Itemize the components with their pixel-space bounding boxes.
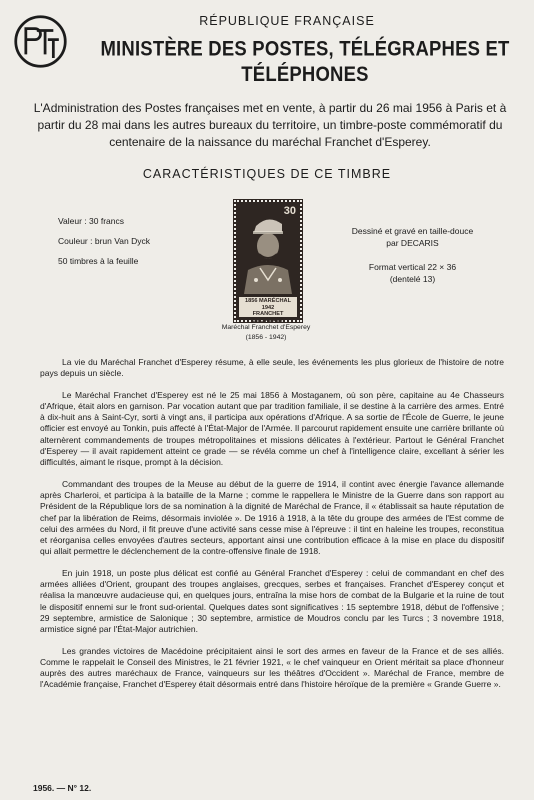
paragraph: Les grandes victoires de Macédoine précipitaient ainsi le sort des armes en faveur de la France et de ses alliés. Comme le rappelait le Conseil des Ministres, le 21 février 1921, « le chef vainqueur en Orient méritait sa place d'honneur auprès des autres maréchaux de France, vainqueurs sur les théâtres d'Occident ». Maréchal de France, membre de l'Académie française, Franchet d'Esperey était désormais entré dans l'histoire héroïque de la première « Grande Guerre ». — [40, 645, 504, 690]
footer-number: 1956. — N° 12. — [33, 783, 92, 793]
spec-perforation: (dentelé 13) — [389, 274, 436, 284]
caption-name: Maréchal Franchet d'Esperey — [221, 324, 311, 331]
specs-left — [58, 211, 150, 271]
paragraph: Commandant des troupes de la Meuse au début de la guerre de 1914, il contint avec énergie l'avance allemande après Charleroi, et participa à la bataille de la Marne ; comme le rappellera le Ministre de la Guerre dans son rapport au Président de la République lors de sa nomination à la dignité de Maréchal de France, il « établissait sa haute réputation de chef par la libération de Reims, désormais inviolée ». De 1916 à 1918, à la tête du groupe des armées de l'Est comme de celui des armées du Nord, il fit preuve d'une activité sans cesse mise à l'épreuve : il tint en haleine les troupes, reconstitua et réorganisa celles envoyées d'autres secteurs, apportant ainsi une contribution efficace à la mise en place du dispositif qui allait permettre le déclenchement de la contre-offensive finale de 1918. — [40, 478, 504, 557]
caption-dates: (1856 - 1942) — [245, 334, 287, 341]
paragraph: La vie du Maréchal Franchet d'Esperey résume, à elle seule, les événements les plus glorieux de l'histoire de notre pays depuis un siècle. — [40, 357, 504, 379]
spec-sheet: 50 timbres à la feuille — [58, 256, 139, 266]
spec-format: Format vertical 22 × 36 — [368, 262, 457, 272]
stamp-band-line1: 1856 MARÉCHAL 1942 — [244, 298, 291, 311]
marshal-portrait-icon — [242, 210, 294, 294]
section-title: CARACTÉRISTIQUES DE CE TIMBRE — [142, 167, 392, 181]
stamp-image — [234, 200, 302, 322]
paragraph: Le Maréchal Franchet d'Esperey est né le 25 mai 1856 à Mostaganem, où son père, capitaine au 4e Chasseurs d'Afrique, était alors en garnison. Par vocation autant que par tradition familiale, il se destine à la carrière des armes. Entré à dix-huit ans à Saint-Cyr, sorti à vingt ans, il participa aux opérations d'Afrique. A sa sortie de l'École de Guerre, le jeune officier est envoyé au Tonkin, puis affecté à l'État-Major de l'Armée. Il parcourut rapidement ensuite une carrière brillante où alternèrent commandements de troupes métropolitaines et missions délicates à l'extérieur. Partout le Général Franchet d'Esperey — il avait rapidement atteint ce grade — se révéla comme un chef à l'intelligence claire, excellant à sérier les difficultés, aimant le risque, prompt à la décision. — [40, 389, 504, 468]
spec-value: Valeur : 30 francs — [58, 216, 124, 226]
intro-text: L'Administration des Postes françaises met en vente, à partir du 26 mai 1956 à Paris et à partir du 28 mai dans les autres bureaux du territoire, un timbre-poste commémoratif du centenaire de la naissance du maréchal Franchet d'Esperey. — [33, 101, 507, 149]
spec-engraved: Dessiné et gravé en taille-douce — [351, 226, 474, 236]
spec-engraver: par DECARIS — [386, 238, 439, 248]
body-text — [40, 357, 504, 701]
republic-heading: RÉPUBLIQUE FRANÇAISE — [199, 14, 375, 28]
paragraph: En juin 1918, un poste plus délicat est confié au Général Franchet d'Esperey : celui de commandant en chef des armées alliées d'Orient, groupant des troupes anglaises, grecques, serbes et françaises. Franchet d'Esperey conçut et réalisa la manœuvre audacieuse qui, en quelques jours, entraîna la mise hors de combat de la Bulgarie et la ruine de tout le dispositif ennemi sur le front sud-oriental. Quelques dates sont significatives : 15 septembre 1918, début de l'offensive ; 29 septembre, armistice de Salonique ; 30 septembre, armistice de Moudros conclu par les Turcs ; 3 novembre 1918, armistice signé par l'État-Major autrichien. — [40, 567, 504, 635]
stamp-band — [239, 297, 297, 324]
stamp-caption — [195, 323, 337, 343]
ministry-title: MINISTÈRE DES POSTES, TÉLÉGRAPHES ET TÉLÉPHONES — [100, 36, 510, 86]
stamp-band-line2: FRANCHET d'ESPEREY — [252, 311, 284, 324]
specs-right — [345, 225, 480, 285]
spec-color: Couleur : brun Van Dyck — [58, 236, 150, 246]
stamp-face-value: 30 — [283, 205, 296, 217]
